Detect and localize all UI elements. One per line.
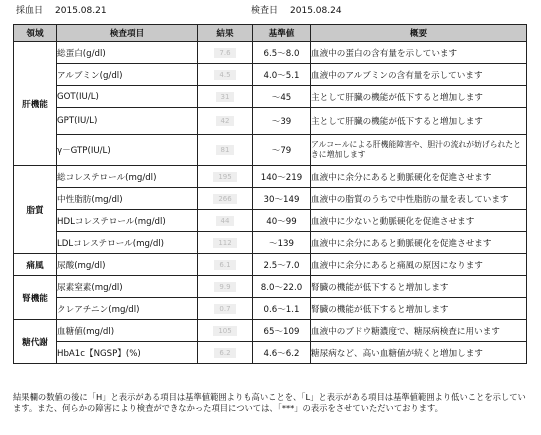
col-header-result: 結果 (198, 25, 253, 42)
item-cell: HbA1c【NGSP】(%) (57, 342, 198, 364)
result-cell (198, 188, 253, 210)
result-value: 6.1 (214, 260, 235, 270)
result-cell (198, 108, 253, 135)
item-cell: 血糖値(mg/dl) (57, 320, 198, 342)
category-cell: 糖代謝 (14, 320, 57, 364)
summary-cell: 血液中に余分にあると痛風の原因になります (311, 254, 527, 276)
item-cell: GPT(IU/L) (57, 108, 198, 135)
col-header-range: 基準値 (253, 25, 311, 42)
item-cell: 尿素窒素(mg/dl) (57, 276, 198, 298)
table-row (14, 232, 527, 254)
result-cell (198, 232, 253, 254)
item-cell: 尿酸(mg/dl) (57, 254, 198, 276)
result-value: 9.9 (214, 282, 235, 292)
item-cell: 中性脂肪(mg/dl) (57, 188, 198, 210)
summary-cell: 主として肝臓の機能が低下すると増加します (311, 108, 527, 135)
result-cell (198, 135, 253, 166)
table-header-row (14, 25, 527, 42)
item-cell: HDLコレステロール(mg/dl) (57, 210, 198, 232)
result-value: 266 (213, 194, 236, 204)
result-value: 0.7 (214, 304, 235, 314)
item-cell: LDLコレステロール(mg/dl) (57, 232, 198, 254)
item-cell: 総蛋白(g/dl) (57, 42, 198, 64)
summary-cell: 血液中に余分にあると動脈硬化を促進させます (311, 232, 527, 254)
col-header-category: 領域 (14, 25, 57, 42)
table-row (14, 42, 527, 64)
table-row (14, 298, 527, 320)
result-value: 81 (216, 145, 235, 155)
summary-cell: 血液中の脂質のうちで中性脂肪の量を表しています (311, 188, 527, 210)
range-cell: 140～219 (253, 166, 311, 188)
result-value: 42 (216, 116, 235, 126)
col-header-item: 検査項目 (57, 25, 198, 42)
table-row (14, 64, 527, 86)
range-cell: ～139 (253, 232, 311, 254)
item-cell: γ－GTP(IU/L) (57, 135, 198, 166)
result-cell (198, 210, 253, 232)
range-cell: ～39 (253, 108, 311, 135)
result-value: 44 (216, 216, 235, 226)
item-cell: GOT(IU/L) (57, 86, 198, 108)
result-cell (198, 320, 253, 342)
result-cell (198, 64, 253, 86)
item-cell: 総コレステロール(mg/dl) (57, 166, 198, 188)
table-row (14, 135, 527, 166)
category-cell: 肝機能 (14, 42, 57, 166)
table-row (14, 276, 527, 298)
table-row (14, 86, 527, 108)
result-cell (198, 276, 253, 298)
summary-cell: 血液中の蛋白の含有量を示しています (311, 42, 527, 64)
exam-date-label: 検査日 (251, 6, 279, 16)
range-cell: 40～99 (253, 210, 311, 232)
result-value: 105 (213, 326, 236, 336)
table-row (14, 254, 527, 276)
summary-cell: 腎臓の機能が低下すると増加します (311, 276, 527, 298)
category-cell: 腎機能 (14, 276, 57, 320)
result-cell (198, 298, 253, 320)
category-cell: 脂質 (14, 166, 57, 254)
summary-cell: 主として肝臓の機能が低下すると増加します (311, 86, 527, 108)
footnote: 結果欄の数値の後に「H」と表示がある項目は基準値範囲よりも高いことを、「L」と表示がある項目は基準値範囲より低いことを示しています。また、何らかの障害により検査ができなかった項目については、「***」の表示をさせていただいております。 (13, 392, 526, 413)
results-table (13, 24, 527, 364)
summary-cell: 血液中に少ないと動脈硬化を促進させます (311, 210, 527, 232)
collection-date-header (16, 3, 107, 16)
table-row (14, 188, 527, 210)
collection-date-value: 2015.08.21 (55, 6, 107, 16)
result-cell (198, 42, 253, 64)
item-cell: アルブミン(g/dl) (57, 64, 198, 86)
table-row (14, 320, 527, 342)
result-value: 6.2 (214, 348, 235, 358)
range-cell: 30～149 (253, 188, 311, 210)
col-header-summary: 概要 (311, 25, 527, 42)
summary-cell: 血液中のブドウ糖濃度で、糖尿病検査に用います (311, 320, 527, 342)
summary-cell: アルコールによる肝機能障害や、胆汁の流れが妨げられたときに増加します (311, 135, 527, 166)
table-row (14, 210, 527, 232)
result-value: 7.6 (214, 48, 235, 58)
result-value: 4.5 (214, 70, 235, 80)
category-cell: 痛風 (14, 254, 57, 276)
summary-cell: 糖尿病など、高い血糖値が続くと増加します (311, 342, 527, 364)
range-cell: ～79 (253, 135, 311, 166)
range-cell: ～45 (253, 86, 311, 108)
result-value: 195 (213, 172, 236, 182)
range-cell: 4.6～6.2 (253, 342, 311, 364)
exam-date-header (251, 3, 342, 16)
range-cell: 0.6～1.1 (253, 298, 311, 320)
range-cell: 4.0～5.1 (253, 64, 311, 86)
range-cell: 65～109 (253, 320, 311, 342)
range-cell: 8.0～22.0 (253, 276, 311, 298)
summary-cell: 腎臓の機能が低下すると増加します (311, 298, 527, 320)
exam-date-value: 2015.08.24 (290, 6, 342, 16)
summary-cell: 血液中のアルブミンの含有量を示しています (311, 64, 527, 86)
range-cell: 6.5～8.0 (253, 42, 311, 64)
result-cell (198, 86, 253, 108)
summary-cell: 血液中に余分にあると動脈硬化を促進させます (311, 166, 527, 188)
result-value: 112 (213, 238, 236, 248)
collection-date-label: 採血日 (16, 6, 44, 16)
item-cell: クレアチニン(mg/dl) (57, 298, 198, 320)
table-row (14, 108, 527, 135)
result-value: 31 (216, 92, 235, 102)
result-cell (198, 166, 253, 188)
table-row (14, 342, 527, 364)
result-cell (198, 254, 253, 276)
table-row (14, 166, 527, 188)
range-cell: 2.5～7.0 (253, 254, 311, 276)
result-cell (198, 342, 253, 364)
